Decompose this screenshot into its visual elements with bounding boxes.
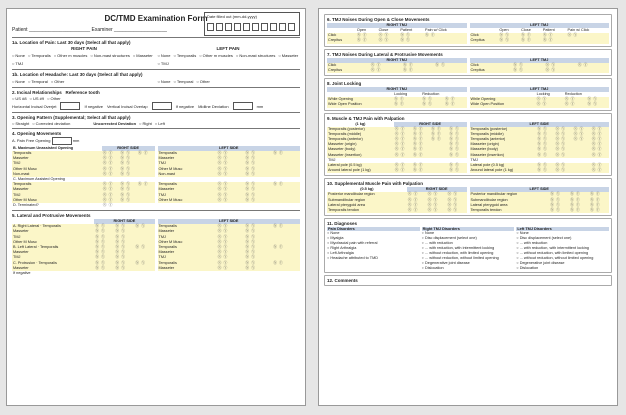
- lateral-tables: [12, 219, 300, 276]
- opening-pattern-options[interactable]: ○ Straight ○ Corrected deviation Uncorrected Deviation ○ Right ○ Left: [12, 121, 300, 126]
- section-7-title: 7. TMJ Noises During Lateral & Protrusive Movements: [327, 51, 443, 57]
- pain-disorders: Pain Disorders ○ None ○ Myalgia ○ Myofascial pain with referral ○ Right Arthralgia ○ Left Arthralgia ○ Headache attributed to TMD: [327, 227, 420, 271]
- section-11-title: 11. Diagnoses: [327, 221, 358, 227]
- date-box[interactable]: [204, 12, 300, 36]
- left-headache-options[interactable]: ○ None ○ Temporal ○ Other: [158, 79, 301, 84]
- form-page-2: [318, 8, 618, 406]
- right-tmj-disorders: Right TMJ Disorders ○ None ○ Disc displacement (select one) ○ ... with reduction ○ ... with reduction, with intermittent locking ○ ... without reduction, with limited opening ○ ... without reduction, without limited opening ○ Degenerative joint disease ○ Dislocation: [422, 227, 515, 271]
- form-page-1: [6, 8, 306, 406]
- opening-tables: [12, 146, 300, 208]
- section-10: [324, 178, 612, 216]
- supplemental-right: (0.5 kg) RIGHT SIDE Posterior mandibular region Ⓝ Ⓨ Ⓝ Ⓨ Ⓝ Ⓨ Submandibular region Ⓝ Ⓨ Ⓝ Ⓨ Ⓝ Ⓨ Lateral pterygoid area Ⓝ Ⓨ Ⓝ Ⓨ Ⓝ Ⓨ Temporalis tendon Ⓝ Ⓨ Ⓝ Ⓨ Ⓝ Ⓨ: [327, 187, 467, 213]
- section-2-title: 2. Incisal Relationships Reference tooth: [12, 90, 100, 95]
- palpation-left: LEFT SIDE Temporalis (posterior) Ⓝ Ⓨ Ⓝ Ⓨ Ⓝ Ⓨ Ⓝ Ⓨ Temporalis (middle) Ⓝ Ⓨ Ⓝ Ⓨ Ⓝ Ⓨ Ⓝ Ⓨ Temporalis (anterior) Ⓝ Ⓨ Ⓝ Ⓨ Ⓝ Ⓨ Ⓝ Ⓨ Masseter (origin) Ⓝ Ⓨ Ⓝ Ⓨ Ⓝ Ⓨ Masseter (body) Ⓝ Ⓨ Ⓝ Ⓨ Ⓝ Ⓨ Masseter (insertion) Ⓝ Ⓨ Ⓝ Ⓨ Ⓝ Ⓨ TMJ Lateral pole (0.5 kg) Ⓝ Ⓨ Ⓝ Ⓨ Ⓝ Ⓨ Around lateral pole (1 kg) Ⓝ Ⓨ Ⓝ Ⓨ Ⓝ Ⓨ: [470, 122, 610, 174]
- section-9: [324, 113, 612, 177]
- locking-right: RIGHT TMJ Locking Reduction While Opening Ⓝ Ⓨ Ⓝ Ⓨ Ⓝ Ⓨ Wide Open Position Ⓝ Ⓨ Ⓝ Ⓨ Ⓝ Ⓨ: [327, 87, 467, 108]
- section-12-title: 12. Comments: [327, 278, 358, 284]
- locking-left: LEFT TMJ Locking Reduction While Opening Ⓝ Ⓨ Ⓝ Ⓨ Ⓝ Ⓨ Wide Open Position Ⓝ Ⓨ Ⓝ Ⓨ Ⓝ Ⓨ: [470, 87, 610, 108]
- opening-right-table: B. Maximum Unassisted Opening RIGHT SIDE Temporalis Ⓝ Ⓨ Ⓝ Ⓨ Ⓝ Ⓨ Masseter Ⓝ Ⓨ Ⓝ Ⓨ TMJ Ⓝ Ⓨ Ⓝ Ⓨ Other M Musc Ⓝ Ⓨ Ⓝ Ⓨ Non-mast Ⓝ Ⓨ Ⓝ Ⓨ C. Maximum Assisted Opening Temporalis Ⓝ Ⓨ Ⓝ Ⓨ Ⓝ Ⓨ Masseter Ⓝ Ⓨ Ⓝ Ⓨ TMJ Ⓝ Ⓨ Ⓝ Ⓨ Other M Musc Ⓝ Ⓨ Ⓝ Ⓨ D. Terminated? Ⓝ Ⓨ: [12, 146, 155, 208]
- form-title: DC/TMD Examination Form: [104, 14, 208, 23]
- section-2: [12, 87, 300, 110]
- section-11: [324, 218, 612, 273]
- section-5-title: 5. Lateral and Protrusive Movements: [12, 213, 91, 219]
- palpation-right: (1 kg) RIGHT SIDE Temporalis (posterior) Ⓝ Ⓨ Ⓝ Ⓨ Ⓝ Ⓨ Ⓝ Ⓨ Temporalis (middle) Ⓝ Ⓨ Ⓝ Ⓨ Ⓝ Ⓨ Ⓝ Ⓨ Temporalis (anterior) Ⓝ Ⓨ Ⓝ Ⓨ Ⓝ Ⓨ Ⓝ Ⓨ Masseter (origin) Ⓝ Ⓨ Ⓝ Ⓨ Ⓝ Ⓨ Masseter (body) Ⓝ Ⓨ Ⓝ Ⓨ Ⓝ Ⓨ Masseter (insertion) Ⓝ Ⓨ Ⓝ Ⓨ Ⓝ Ⓨ TMJ Lateral pole (0.5 kg) Ⓝ Ⓨ Ⓝ Ⓨ Ⓝ Ⓨ Around lateral pole (1 kg) Ⓝ Ⓨ Ⓝ Ⓨ Ⓝ Ⓨ: [327, 122, 467, 174]
- section-8-title: 8. Joint Locking: [327, 81, 362, 87]
- lateral-right-table: RIGHT SIDE A. Right Lateral · Temporalis Ⓝ Ⓨ Ⓝ Ⓨ Ⓝ Ⓨ Masseter Ⓝ Ⓨ Ⓝ Ⓨ TMJ Ⓝ Ⓨ Ⓝ Ⓨ Other M Musc Ⓝ Ⓨ Ⓝ Ⓨ B. Left Lateral · Temporalis Ⓝ Ⓨ Ⓝ Ⓨ Ⓝ Ⓨ Masseter Ⓝ Ⓨ Ⓝ Ⓨ TMJ Ⓝ Ⓨ Ⓝ Ⓨ C. Protrusion · Temporalis Ⓝ Ⓨ Ⓝ Ⓨ Ⓝ Ⓨ Masseter Ⓝ Ⓨ Ⓝ Ⓨ If negative: [12, 219, 155, 276]
- section-10-title: 10. Supplemental Muscle Pain with Palpation: [327, 181, 424, 187]
- section-1a: [12, 37, 300, 67]
- patient-examiner-line[interactable]: Patient ______________________ Examiner ___________________: [12, 27, 167, 33]
- section-3: [12, 112, 300, 126]
- noises-right-table: RIGHT TMJ Open Close Patient Pain w/ Click Click Ⓝ Ⓨ Ⓝ Ⓨ Ⓝ Ⓨ Ⓝ Ⓨ Crepitus Ⓝ Ⓨ Ⓝ Ⓨ Ⓝ Ⓨ: [327, 23, 467, 44]
- section-6: [324, 14, 612, 47]
- section-4: [12, 128, 300, 208]
- examiner-label: Examiner: [91, 27, 113, 33]
- section-3-title: 3. Opening Pattern (Supplemental; Select all that apply): [12, 115, 131, 120]
- opening-left-table: LEFT SIDE Temporalis Ⓝ Ⓨ Ⓝ Ⓨ Ⓝ Ⓨ Masseter Ⓝ Ⓨ Ⓝ Ⓨ TMJ Ⓝ Ⓨ Ⓝ Ⓨ Other M Musc Ⓝ Ⓨ Ⓝ Ⓨ Non-mast Ⓝ Ⓨ Ⓝ Ⓨ Temporalis Ⓝ Ⓨ Ⓝ Ⓨ Ⓝ Ⓨ Masseter Ⓝ Ⓨ Ⓝ Ⓨ TMJ Ⓝ Ⓨ Ⓝ Ⓨ Other M Musc Ⓝ Ⓨ Ⓝ Ⓨ: [158, 146, 301, 208]
- section-8: [324, 78, 612, 111]
- section-12[interactable]: [324, 275, 612, 286]
- noises-left-table: LEFT TMJ Open Close Patient Pain w/ Click Click Ⓝ Ⓨ Ⓝ Ⓨ Ⓝ Ⓨ Ⓝ Ⓨ Crepitus Ⓝ Ⓨ Ⓝ Ⓨ Ⓝ Ⓨ: [470, 23, 610, 44]
- section-4-title: 4. Opening Movements: [12, 131, 62, 136]
- date-label: Date filled out (mm-dd-yyyy): [207, 14, 258, 19]
- section-1b-title: 1b. Location of Headache: Last 30 days (Select all that apply): [12, 72, 143, 77]
- incisal-row[interactable]: Horizontal Incisal Overjet If negative Vertical Incisal Overlap If negative Midline Deviation mm: [12, 103, 264, 109]
- section-1a-title: 1a. Location of Pain: Last 30 days (Select all that apply): [12, 40, 131, 45]
- diagnoses-grid[interactable]: [327, 227, 609, 271]
- section-6-title: 6. TMJ Noises During Open & Close Movements: [327, 17, 430, 22]
- lateral-noises-left: LEFT TMJ Click Ⓝ Ⓨ Ⓝ Ⓨ Ⓝ Ⓨ Crepitus Ⓝ Ⓨ Ⓝ Ⓨ: [470, 58, 610, 73]
- reference-tooth-options[interactable]: ○ US #8 ○ US #9 ○ Other: [12, 96, 300, 101]
- right-pain-heading: RIGHT PAIN: [71, 46, 97, 51]
- date-cells[interactable]: [207, 23, 297, 31]
- section-1b: [12, 69, 300, 85]
- patient-label: Patient: [12, 27, 28, 33]
- lateral-noises-right: RIGHT TMJ Click Ⓝ Ⓨ Ⓝ Ⓨ Ⓝ Ⓨ Crepitus Ⓝ Ⓨ Ⓝ Ⓨ: [327, 58, 467, 73]
- left-pain-heading: LEFT PAIN: [216, 46, 240, 51]
- pain-free-opening[interactable]: A. Pain Free Opening mm: [12, 138, 80, 144]
- left-tmj-disorders: Left TMJ Disorders ○ None ○ Disc displacement (select one) ○ ... with reduction ○ ... with reduction, with intermittent locking ○ ... without reduction, with limited opening ○ ... without reduction, without limited opening ○ Degenerative joint disease ○ Dislocation: [516, 227, 609, 271]
- section-7: [324, 49, 612, 76]
- section-5: [12, 210, 300, 276]
- section-9-title: 9. Muscle & TMJ Pain with Palpation: [327, 115, 405, 121]
- left-pain-options[interactable]: ○ None ○ Temporalis ○ Other m muscles ○ Non-mast structures ○ Masseter ○ TMJ: [158, 53, 301, 66]
- supplemental-left: LEFT SIDE Posterior mandibular region Ⓝ Ⓨ Ⓝ Ⓨ Ⓝ Ⓨ Submandibular region Ⓝ Ⓨ Ⓝ Ⓨ Ⓝ Ⓨ Lateral pterygoid area Ⓝ Ⓨ Ⓝ Ⓨ Ⓝ Ⓨ Temporalis tendon Ⓝ Ⓨ Ⓝ Ⓨ Ⓝ Ⓨ: [470, 187, 610, 213]
- right-pain-options[interactable]: ○ None ○ Temporalis ○ Other m muscles ○ Non-mast structures ○ Masseter ○ TMJ: [12, 53, 155, 66]
- lateral-left-table: LEFT SIDE Temporalis Ⓝ Ⓨ Ⓝ Ⓨ Ⓝ Ⓨ Masseter Ⓝ Ⓨ Ⓝ Ⓨ TMJ Ⓝ Ⓨ Ⓝ Ⓨ Other M Musc Ⓝ Ⓨ Ⓝ Ⓨ Temporalis Ⓝ Ⓨ Ⓝ Ⓨ Ⓝ Ⓨ Masseter Ⓝ Ⓨ Ⓝ Ⓨ TMJ Ⓝ Ⓨ Ⓝ Ⓨ Temporalis Ⓝ Ⓨ Ⓝ Ⓨ Ⓝ Ⓨ Masseter Ⓝ Ⓨ Ⓝ Ⓨ: [158, 219, 301, 276]
- right-headache-options[interactable]: ○ None ○ Temporal ○ Other: [12, 79, 155, 84]
